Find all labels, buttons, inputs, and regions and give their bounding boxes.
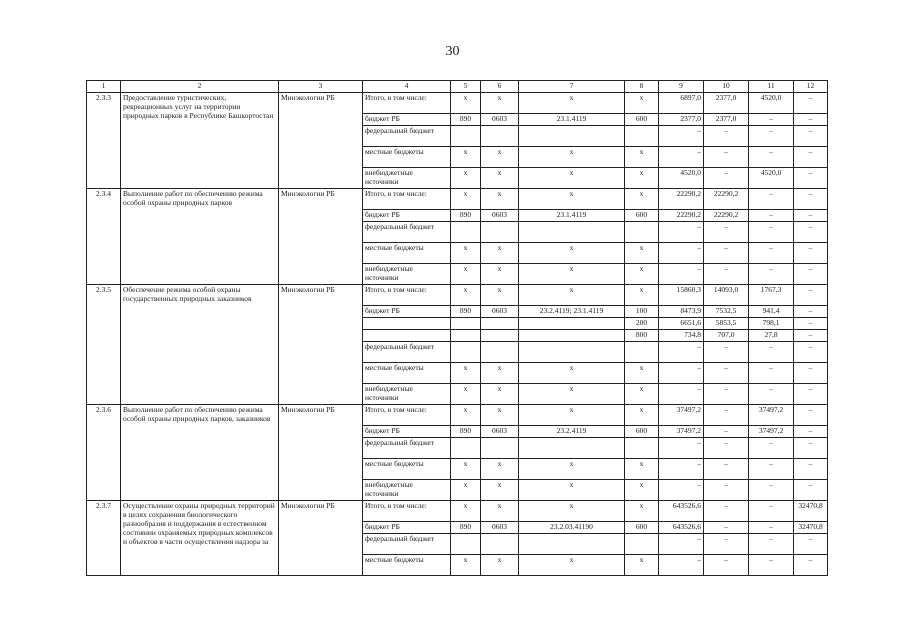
value-cell: 4520,0 — [659, 168, 704, 189]
value-cell: 734,8 — [659, 330, 704, 342]
value-cell: 798,1 — [749, 318, 794, 330]
value-cell: – — [749, 342, 794, 363]
value-cell: – — [794, 480, 828, 501]
value-cell: – — [704, 480, 749, 501]
value-cell: – — [749, 480, 794, 501]
value-cell — [451, 318, 481, 330]
value-cell: 23.2.4119 — [519, 426, 625, 438]
value-cell: – — [704, 405, 749, 426]
value-cell: – — [704, 243, 749, 264]
header-cell: 9 — [659, 81, 704, 93]
value-cell: x — [519, 243, 625, 264]
value-cell: – — [749, 222, 794, 243]
funding-source: бюджет РБ — [363, 306, 451, 318]
value-cell: – — [794, 555, 828, 576]
section-number: 2.3.6 — [87, 405, 121, 501]
value-cell: – — [794, 534, 828, 555]
header-cell: 11 — [749, 81, 794, 93]
item-name: Осуществление охраны природных территорий в целях сохранения биологического разнообразия и поддержания в естественном состоянии охраняемых природных комплексов и объектов в части осуществления надзора за — [121, 501, 279, 576]
value-cell: x — [451, 459, 481, 480]
value-cell: – — [704, 384, 749, 405]
value-cell — [481, 330, 519, 342]
value-cell — [519, 318, 625, 330]
value-cell: x — [451, 189, 481, 210]
value-cell: – — [794, 438, 828, 459]
funding-source: Итого, в том числе: — [363, 405, 451, 426]
value-cell: 890 — [451, 522, 481, 534]
value-cell — [519, 330, 625, 342]
value-cell: 2377,0 — [704, 93, 749, 114]
value-cell: x — [481, 243, 519, 264]
header-cell: 8 — [625, 81, 659, 93]
value-cell: 22290,2 — [659, 210, 704, 222]
funding-source: Итого, в том числе: — [363, 93, 451, 114]
value-cell: 1767,3 — [749, 285, 794, 306]
executor-cell: Минэкологии РБ — [279, 405, 363, 501]
value-cell: – — [704, 438, 749, 459]
value-cell: x — [519, 264, 625, 285]
value-cell: – — [794, 384, 828, 405]
value-cell: – — [659, 534, 704, 555]
value-cell: x — [625, 189, 659, 210]
funding-source: федеральный бюджет — [363, 534, 451, 555]
value-cell: 0603 — [481, 522, 519, 534]
value-cell: x — [625, 480, 659, 501]
value-cell: – — [749, 459, 794, 480]
executor-cell: Минэкологии РБ — [279, 285, 363, 405]
value-cell: x — [519, 93, 625, 114]
value-cell — [625, 438, 659, 459]
value-cell: – — [704, 147, 749, 168]
value-cell: – — [659, 555, 704, 576]
value-cell — [481, 438, 519, 459]
value-cell: – — [749, 501, 794, 522]
value-cell: x — [519, 147, 625, 168]
value-cell: – — [794, 318, 828, 330]
section-number: 2.3.4 — [87, 189, 121, 285]
value-cell: 0603 — [481, 210, 519, 222]
value-cell: x — [519, 459, 625, 480]
value-cell: 100 — [625, 306, 659, 318]
budget-table — [86, 80, 828, 576]
value-cell: 23.2.4119; 23.1.4119 — [519, 306, 625, 318]
value-cell: x — [481, 93, 519, 114]
item-name: Выполнение работ по обеспечению режима особой охраны природных парков, заказников — [121, 405, 279, 501]
value-cell: x — [625, 501, 659, 522]
value-cell: – — [704, 363, 749, 384]
value-cell: 4520,0 — [749, 168, 794, 189]
value-cell: x — [481, 459, 519, 480]
value-cell: 0603 — [481, 114, 519, 126]
value-cell: 200 — [625, 318, 659, 330]
value-cell: x — [481, 480, 519, 501]
value-cell: 707,0 — [704, 330, 749, 342]
value-cell — [451, 438, 481, 459]
value-cell: x — [481, 264, 519, 285]
funding-source: федеральный бюджет — [363, 222, 451, 243]
value-cell: x — [481, 147, 519, 168]
value-cell: – — [794, 93, 828, 114]
value-cell: x — [481, 501, 519, 522]
value-cell: x — [519, 480, 625, 501]
value-cell: 14093,0 — [704, 285, 749, 306]
value-cell — [481, 222, 519, 243]
funding-source: местные бюджеты — [363, 243, 451, 264]
section-number: 2.3.5 — [87, 285, 121, 405]
value-cell — [519, 534, 625, 555]
value-cell: x — [519, 285, 625, 306]
funding-source: местные бюджеты — [363, 555, 451, 576]
value-cell — [625, 342, 659, 363]
value-cell: x — [481, 189, 519, 210]
value-cell: – — [749, 189, 794, 210]
executor-cell: Минэкологии РБ — [279, 93, 363, 189]
value-cell — [451, 330, 481, 342]
funding-source: федеральный бюджет — [363, 126, 451, 147]
value-cell: – — [794, 426, 828, 438]
value-cell: – — [704, 426, 749, 438]
value-cell: x — [451, 363, 481, 384]
value-cell: – — [794, 405, 828, 426]
header-cell: 5 — [451, 81, 481, 93]
value-cell: 23.1.4119 — [519, 210, 625, 222]
funding-source: Итого, в том числе: — [363, 189, 451, 210]
executor-cell: Минэкологии РБ — [279, 501, 363, 576]
value-cell: x — [625, 147, 659, 168]
table-row — [87, 405, 828, 426]
table-row — [87, 501, 828, 522]
value-cell — [451, 534, 481, 555]
value-cell: x — [481, 285, 519, 306]
value-cell — [451, 342, 481, 363]
value-cell: x — [451, 405, 481, 426]
value-cell: 600 — [625, 522, 659, 534]
value-cell: x — [625, 93, 659, 114]
value-cell: – — [749, 438, 794, 459]
value-cell — [519, 126, 625, 147]
value-cell: – — [659, 243, 704, 264]
value-cell: x — [451, 264, 481, 285]
value-cell — [519, 342, 625, 363]
section-number: 2.3.7 — [87, 501, 121, 576]
value-cell: 643526,6 — [659, 522, 704, 534]
value-cell: – — [794, 210, 828, 222]
funding-source: местные бюджеты — [363, 147, 451, 168]
executor-cell: Минэкологии РБ — [279, 189, 363, 285]
value-cell: – — [749, 555, 794, 576]
value-cell: – — [704, 342, 749, 363]
value-cell: 37497,2 — [659, 426, 704, 438]
header-cell: 6 — [481, 81, 519, 93]
value-cell — [519, 438, 625, 459]
value-cell: – — [794, 363, 828, 384]
section-number: 2.3.3 — [87, 93, 121, 189]
value-cell: x — [625, 363, 659, 384]
value-cell: 2377,0 — [659, 114, 704, 126]
value-cell: – — [749, 522, 794, 534]
value-cell: – — [659, 342, 704, 363]
table-row — [87, 285, 828, 306]
value-cell: – — [704, 534, 749, 555]
value-cell: x — [451, 147, 481, 168]
value-cell: x — [451, 243, 481, 264]
value-cell: – — [794, 126, 828, 147]
value-cell: – — [704, 222, 749, 243]
value-cell — [481, 126, 519, 147]
value-cell: – — [794, 189, 828, 210]
value-cell: – — [659, 222, 704, 243]
value-cell: x — [625, 555, 659, 576]
value-cell: x — [625, 405, 659, 426]
value-cell: – — [704, 459, 749, 480]
value-cell: – — [704, 501, 749, 522]
value-cell: – — [749, 210, 794, 222]
value-cell: – — [749, 363, 794, 384]
value-cell: 4520,0 — [749, 93, 794, 114]
value-cell: 22290,2 — [704, 210, 749, 222]
funding-source: федеральный бюджет — [363, 438, 451, 459]
value-cell: x — [481, 405, 519, 426]
funding-source: внебюджетные источники — [363, 168, 451, 189]
value-cell: 890 — [451, 210, 481, 222]
value-cell: – — [794, 342, 828, 363]
value-cell: 5853,5 — [704, 318, 749, 330]
value-cell: – — [659, 480, 704, 501]
value-cell: 2377,0 — [704, 114, 749, 126]
value-cell: 643526,6 — [659, 501, 704, 522]
header-cell: 10 — [704, 81, 749, 93]
value-cell: – — [749, 264, 794, 285]
value-cell: – — [749, 534, 794, 555]
value-cell: x — [451, 168, 481, 189]
value-cell: – — [704, 126, 749, 147]
value-cell: x — [519, 168, 625, 189]
value-cell: – — [794, 243, 828, 264]
value-cell: 27,8 — [749, 330, 794, 342]
value-cell: x — [625, 243, 659, 264]
value-cell: – — [659, 459, 704, 480]
item-name: Выполнение работ по обеспечению режима особой охраны природных парков — [121, 189, 279, 285]
value-cell: x — [481, 555, 519, 576]
value-cell: 890 — [451, 306, 481, 318]
page-number: 30 — [445, 44, 460, 59]
header-cell: 7 — [519, 81, 625, 93]
value-cell: 941,4 — [749, 306, 794, 318]
value-cell: x — [519, 555, 625, 576]
value-cell — [625, 534, 659, 555]
funding-source: федеральный бюджет — [363, 342, 451, 363]
value-cell: – — [659, 147, 704, 168]
funding-source: местные бюджеты — [363, 459, 451, 480]
value-cell: x — [625, 285, 659, 306]
value-cell: 890 — [451, 114, 481, 126]
value-cell: – — [749, 243, 794, 264]
value-cell: 890 — [451, 426, 481, 438]
value-cell: – — [794, 306, 828, 318]
value-cell: x — [519, 501, 625, 522]
value-cell — [481, 534, 519, 555]
value-cell: x — [625, 168, 659, 189]
value-cell: – — [659, 384, 704, 405]
value-cell: 7532,5 — [704, 306, 749, 318]
item-name: Предоставление туристических, рекреационных услуг на территории природных парков в Республике Башкортостан — [121, 93, 279, 189]
value-cell: – — [794, 459, 828, 480]
value-cell: x — [519, 384, 625, 405]
value-cell: 32470,8 — [794, 501, 828, 522]
value-cell — [625, 126, 659, 147]
value-cell: x — [519, 405, 625, 426]
funding-source: внебюджетные источники — [363, 264, 451, 285]
funding-source: Итого, в том числе: — [363, 285, 451, 306]
value-cell: 23.1.4119 — [519, 114, 625, 126]
funding-source: местные бюджеты — [363, 363, 451, 384]
value-cell: – — [704, 555, 749, 576]
value-cell — [625, 222, 659, 243]
value-cell — [481, 318, 519, 330]
header-row — [87, 81, 828, 93]
funding-source: бюджет РБ — [363, 522, 451, 534]
value-cell: 37497,2 — [659, 405, 704, 426]
value-cell: 15860,3 — [659, 285, 704, 306]
funding-source: бюджет РБ — [363, 114, 451, 126]
item-name: Обеспечение режима особой охраны государственных природных заказников — [121, 285, 279, 405]
table-row — [87, 93, 828, 114]
value-cell: x — [519, 189, 625, 210]
funding-source: бюджет РБ — [363, 210, 451, 222]
value-cell: x — [625, 384, 659, 405]
table-row — [87, 189, 828, 210]
funding-source — [363, 330, 451, 342]
value-cell: 0603 — [481, 306, 519, 318]
value-cell: – — [704, 522, 749, 534]
value-cell: x — [519, 363, 625, 384]
value-cell: – — [794, 147, 828, 168]
value-cell — [451, 126, 481, 147]
value-cell: – — [794, 285, 828, 306]
value-cell: – — [659, 438, 704, 459]
value-cell: x — [451, 93, 481, 114]
value-cell: x — [451, 501, 481, 522]
value-cell — [519, 222, 625, 243]
funding-source: внебюджетные источники — [363, 384, 451, 405]
value-cell: 22290,2 — [704, 189, 749, 210]
value-cell: – — [704, 264, 749, 285]
value-cell: x — [451, 285, 481, 306]
value-cell: – — [794, 264, 828, 285]
funding-source — [363, 318, 451, 330]
value-cell: 37497,2 — [749, 405, 794, 426]
header-cell: 12 — [794, 81, 828, 93]
value-cell: 600 — [625, 426, 659, 438]
value-cell: x — [451, 384, 481, 405]
funding-source: бюджет РБ — [363, 426, 451, 438]
header-cell: 3 — [279, 81, 363, 93]
value-cell: x — [481, 363, 519, 384]
value-cell: x — [451, 480, 481, 501]
value-cell: 37497,2 — [749, 426, 794, 438]
value-cell: x — [625, 459, 659, 480]
value-cell: – — [749, 384, 794, 405]
value-cell: – — [659, 264, 704, 285]
value-cell — [481, 342, 519, 363]
value-cell: – — [794, 222, 828, 243]
value-cell: – — [749, 114, 794, 126]
value-cell: x — [625, 264, 659, 285]
value-cell: 23.2.03.41190 — [519, 522, 625, 534]
value-cell: x — [481, 168, 519, 189]
value-cell: – — [749, 147, 794, 168]
value-cell: 22290,2 — [659, 189, 704, 210]
header-cell: 4 — [363, 81, 451, 93]
value-cell: 600 — [625, 210, 659, 222]
header-cell: 1 — [87, 81, 121, 93]
value-cell: 8473,9 — [659, 306, 704, 318]
header-cell: 2 — [121, 81, 279, 93]
value-cell: 600 — [625, 114, 659, 126]
value-cell: – — [749, 126, 794, 147]
value-cell: 32470,8 — [794, 522, 828, 534]
value-cell: 0603 — [481, 426, 519, 438]
value-cell: x — [451, 555, 481, 576]
funding-source: внебюджетные источники — [363, 480, 451, 501]
value-cell: – — [659, 126, 704, 147]
value-cell: – — [794, 114, 828, 126]
value-cell: – — [659, 363, 704, 384]
value-cell: x — [481, 384, 519, 405]
value-cell — [451, 222, 481, 243]
funding-source: Итого, в том числе: — [363, 501, 451, 522]
value-cell: 800 — [625, 330, 659, 342]
value-cell: – — [794, 330, 828, 342]
value-cell: – — [704, 168, 749, 189]
value-cell: – — [794, 168, 828, 189]
value-cell: 6651,6 — [659, 318, 704, 330]
value-cell: 6897,0 — [659, 93, 704, 114]
